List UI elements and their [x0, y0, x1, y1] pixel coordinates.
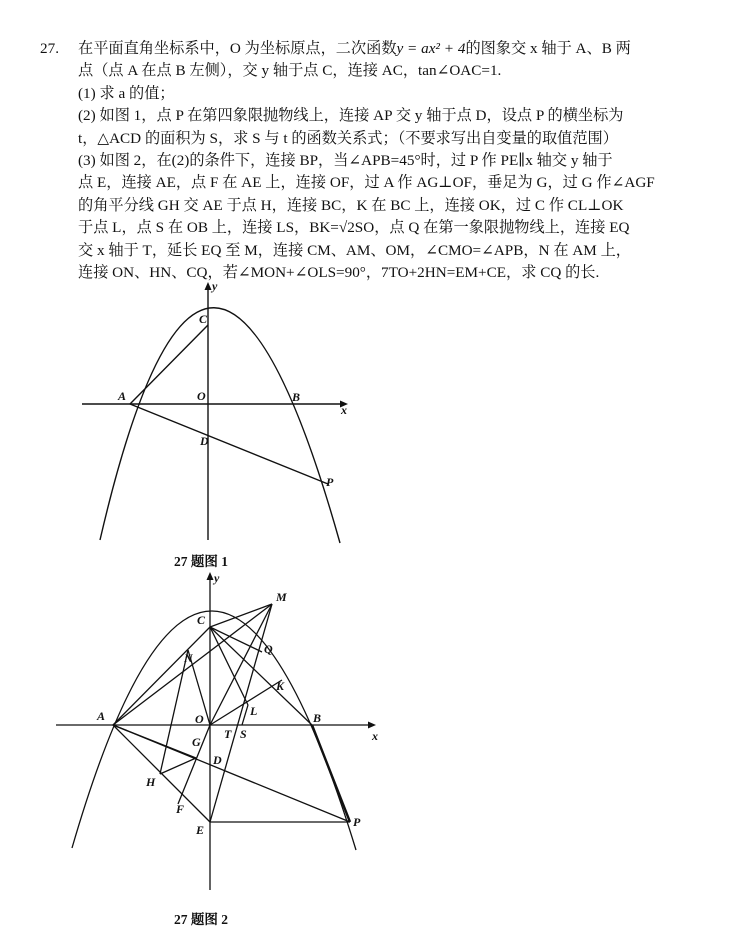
label-D: D — [200, 434, 209, 448]
part-1: (1) 求 a 的值； — [78, 84, 175, 102]
figure-2 — [0, 568, 732, 942]
problem-line-2: 点（点 A 在点 B 左侧），交 y 轴于点 C，连接 AC，tan∠OAC=1. — [78, 62, 502, 80]
part-2-line-1: (2) 如图 1，点 P 在第四象限抛物线上，连接 AP 交 y 轴于点 D，设点 P 的横坐标为 — [78, 107, 624, 125]
label-B: B — [313, 711, 322, 725]
label-y: y — [212, 280, 218, 293]
label-P: P — [353, 815, 361, 829]
label-x: x — [372, 729, 378, 743]
figure-2-caption: 27 题图 2 — [174, 912, 228, 927]
figure-1 — [0, 280, 732, 570]
problem-number: 27. — [40, 40, 59, 57]
label-F: F — [176, 802, 185, 816]
label-N: N — [184, 651, 193, 665]
segment-AG — [113, 725, 196, 758]
label-O: O — [195, 712, 204, 726]
label-C: C — [199, 312, 208, 326]
label-M: M — [276, 590, 287, 604]
figure-1-caption: 27 题图 1 — [174, 554, 228, 569]
label-B: B — [292, 390, 301, 404]
part-3-line-2: 点 E，连接 AE，点 F 在 AE 上，连接 OF，过 A 作 AG⊥OF，垂足为 G，过 G 作∠AGF — [78, 174, 655, 192]
x-axis-arrow — [368, 722, 376, 729]
label-T: T — [224, 727, 232, 741]
label-H: H — [146, 775, 156, 789]
segment-OM — [210, 604, 272, 725]
part-3-line-4: 于点 L，点 S 在 OB 上，连接 LS，BK=√2SO，点 Q 在第一象限抛物线上，连接 EQ — [78, 219, 630, 237]
label-A: A — [118, 389, 127, 403]
label-K: K — [276, 679, 285, 693]
equation: y = ax² + 4 — [396, 40, 466, 57]
label-L: L — [250, 704, 258, 718]
y-axis-arrow — [207, 572, 214, 580]
figure-1-diagram — [0, 280, 732, 570]
problem-text — [40, 38, 720, 284]
label-x: x — [341, 403, 347, 417]
label-A: A — [97, 709, 106, 723]
label-O: O — [197, 389, 206, 403]
parabola — [100, 308, 340, 543]
part-3-line-3: 的角平分线 GH 交 AE 于点 H，连接 BC，K 在 BC 上，连接 OK，过 C 作 CL⊥OK — [78, 196, 624, 214]
intro-b: 的图象交 x 轴于 A、B 两 — [465, 40, 631, 57]
label-P: P — [326, 475, 334, 489]
label-S: S — [240, 727, 247, 741]
label-G: G — [192, 735, 201, 749]
label-C: C — [197, 613, 206, 627]
problem-line-1 — [40, 38, 720, 60]
label-E: E — [196, 823, 205, 837]
segment-BP — [312, 725, 350, 822]
part-3-line-6: 连接 ON、HN、CQ，若∠MON+∠OLS=90°，7TO+2HN=EM+CE，求 CQ 的长. — [78, 264, 600, 282]
part-2-line-2: t，△ACD 的面积为 S，求 S 与 t 的函数关系式；（不要求写出自变量的取值范围） — [78, 129, 618, 147]
part-3-line-1: (3) 如图 2，在(2)的条件下，连接 BP，当∠APB=45°时，过 P 作 PE∥x 轴交 y 轴于 — [78, 152, 613, 170]
figure-2-diagram — [0, 568, 732, 942]
part-3-line-5: 交 x 轴于 T，延长 EQ 至 M，连接 CM、AM、OM，∠CMO=∠APB，N 在 AM 上， — [78, 241, 631, 259]
y-axis-arrow — [205, 282, 212, 290]
label-Q: Q — [264, 642, 273, 656]
intro-a: 在平面直角坐标系中，O 为坐标原点，二次函数 — [78, 40, 397, 57]
segment-CL — [210, 627, 248, 705]
label-D: D — [213, 753, 222, 767]
segment-HN — [160, 650, 188, 774]
label-y: y — [214, 571, 220, 585]
